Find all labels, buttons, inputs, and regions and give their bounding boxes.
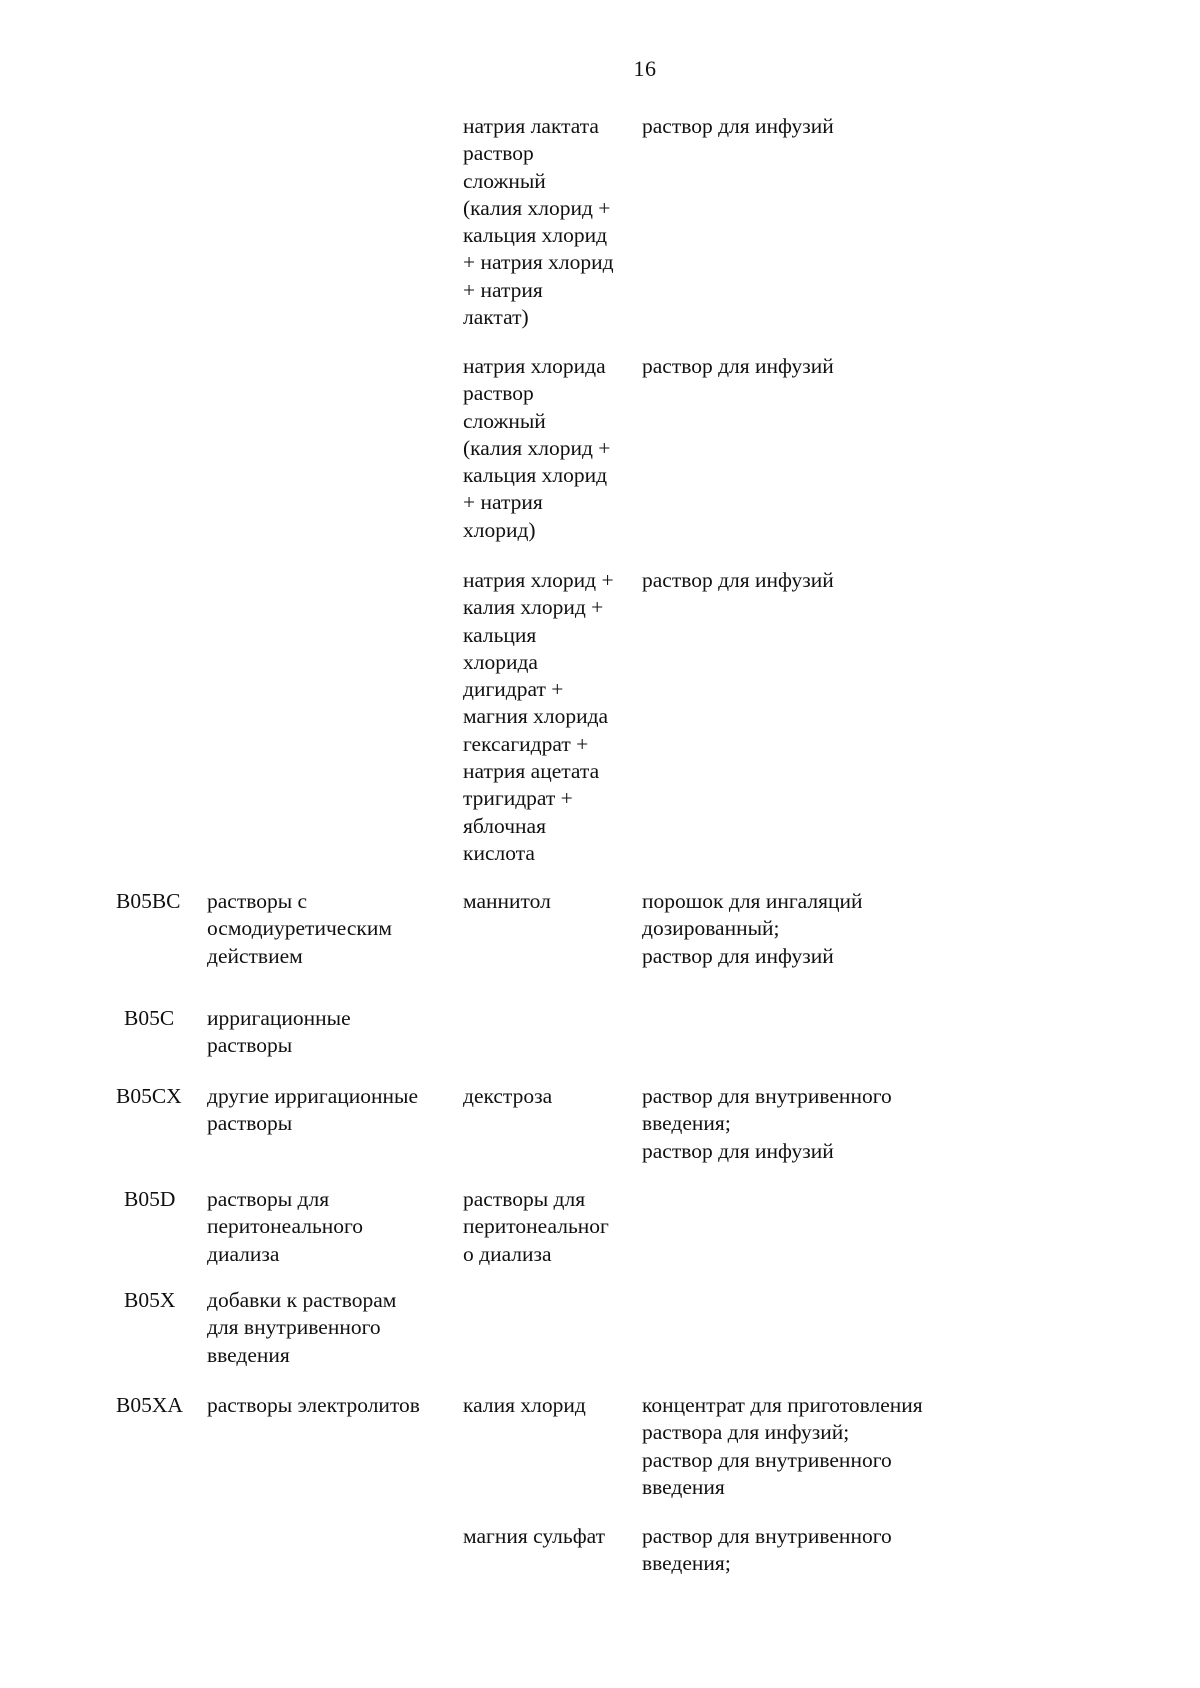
dosage-form: раствор для инфузий [642,114,834,138]
anatomical-group: растворы электролитов [207,1393,420,1417]
dosage-form: раствор для внутривенного введения; раствор для инфузий [642,1084,892,1163]
anatomical-group: растворы с осмодиуретическим действием [207,889,392,968]
dosage-form: раствор для инфузий [642,354,834,378]
dosage-form: раствор для внутривенного введения; [642,1524,892,1576]
atc-code: B05C [124,1006,175,1030]
anatomical-group: растворы для перитонеального диализа [207,1187,364,1266]
drug-name: растворы для перитонеальног о диализа [463,1187,609,1266]
atc-code: B05D [124,1187,176,1211]
drug-name: маннитол [463,889,551,913]
anatomical-group: ирригационные растворы [207,1006,351,1058]
atc-code: B05BC [116,889,181,913]
drug-name: калия хлорид [463,1393,586,1417]
atc-code: B05CX [116,1084,182,1108]
dosage-form: порошок для ингаляций дозированный; раствор для инфузий [642,889,863,968]
atc-code: B05XA [116,1393,183,1417]
drug-name: натрия хлорида раствор сложный (калия хлорид + кальция хлорид + натрия хлорид) [463,354,611,542]
drug-name: натрия хлорид + калия хлорид + кальция хлорида дигидрат + магния хлорида гексагидрат + натрия ацетата тригидрат + яблочная кислота [463,568,614,865]
dosage-form: раствор для инфузий [642,568,834,592]
drug-name: натрия лактата раствор сложный (калия хлорид + кальция хлорид + натрия хлорид + натрия лактат) [463,114,614,330]
anatomical-group: добавки к растворам для внутривенного введения [207,1288,397,1367]
atc-code: B05X [124,1288,176,1312]
anatomical-group: другие ирригационные растворы [207,1084,419,1136]
drug-name: декстроза [463,1084,553,1108]
dosage-form: концентрат для приготовления раствора для инфузий; раствор для внутривенного введения [642,1393,923,1499]
drug-name: магния сульфат [463,1524,606,1548]
page-number: 16 [633,56,657,81]
